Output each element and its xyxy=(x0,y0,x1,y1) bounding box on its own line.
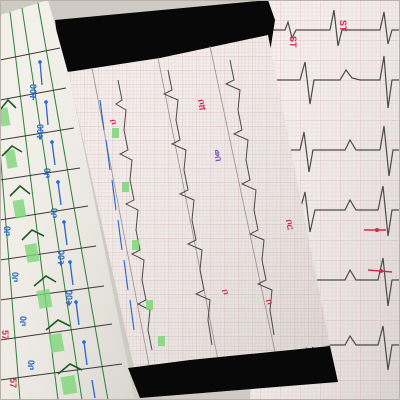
red-handwritten-label: ቦ xyxy=(108,118,119,126)
red-handwritten-label: ቦር xyxy=(284,218,296,231)
red-handwritten-label: 57 xyxy=(8,378,18,389)
red-handwritten-label: ቦሸ xyxy=(196,98,208,111)
blue-handwritten-label: 0ቦ xyxy=(10,272,20,283)
red-dot xyxy=(379,269,383,273)
blue-handwritten-label: 0ቦ xyxy=(2,226,12,237)
blue-handwritten-label: 00ቅ xyxy=(64,290,74,307)
blue-handwritten-label: 0ቦ xyxy=(26,360,36,371)
red-dot xyxy=(375,228,379,232)
red-handwritten-label: ቦ xyxy=(264,298,275,306)
blue-handwritten-label: 0ቦ xyxy=(42,168,52,179)
blue-handwritten-label: 0ቦ xyxy=(49,208,59,219)
purple-handwritten-label: ወበ xyxy=(212,148,224,163)
red-handwritten-label: 57 xyxy=(0,330,10,341)
red-handwritten-label: ST xyxy=(288,36,298,48)
red-handwritten-label: ST xyxy=(338,20,348,32)
blue-handwritten-label: 00ት xyxy=(28,84,38,101)
blue-handwritten-label: 00ቅ xyxy=(35,124,45,141)
blue-handwritten-label: 0ቦ xyxy=(18,316,28,327)
blue-handwritten-label: 00ቅ xyxy=(56,250,66,267)
red-handwritten-label: ቦ xyxy=(220,288,231,296)
